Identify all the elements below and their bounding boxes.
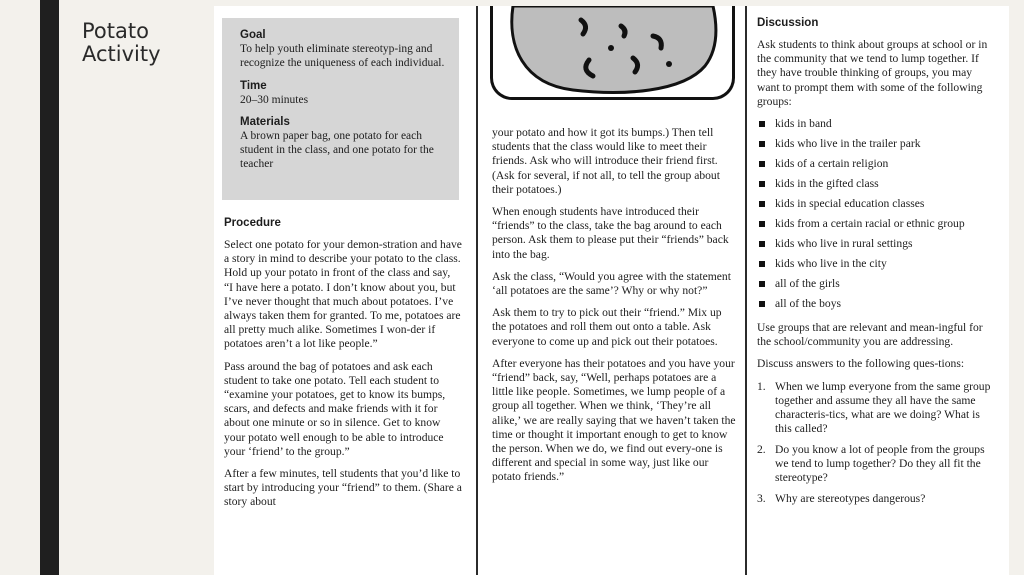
bullet-icon xyxy=(759,241,765,247)
bullet-icon xyxy=(759,161,765,167)
list-item: all of the boys xyxy=(757,297,997,311)
procedure-paragraph: Ask the class, “Would you agree with the statement ‘all potatoes are the same’? Why or why not?” xyxy=(492,269,731,298)
group-list xyxy=(757,117,997,311)
procedure-paragraph: Select one potato for your demon-stration and have a story in mind to describe your potato to the class. Hold up your potato in front of the class and say, “I have here a potato. I don’t know about you, but I’ve never thought that much about potatoes. I’ve always taken them for granted. To me, potatoes are all pretty much alike. Sometimes I won-der if potatoes aren’t a lot like people.” xyxy=(224,238,462,351)
procedure-paragraph: your potato and how it got its bumps.) Then tell students that the class would like to meet their friends. Ask who will introduce their friend first. (Ask for several, if not all, to tell the group about their potatoes.) xyxy=(492,126,720,196)
column-divider xyxy=(745,6,747,575)
column-2 xyxy=(480,6,745,575)
procedure-paragraph: After everyone has their potatoes and you have your “friend” back, say, “Well, perhaps potatoes are a little like people. Sometimes, we lump people of a group all together. When we think, ‘They’re all alike,’ we are really saying that we haven’t taken the time or thought it important enough to get to know the person. When we do, we find out every-one is different and special in some way, just like our potato friends.” xyxy=(492,356,736,484)
list-item: all of the girls xyxy=(757,277,997,291)
bullet-icon xyxy=(759,301,765,307)
materials-heading: Materials xyxy=(240,116,290,129)
time-text: 20–30 minutes xyxy=(240,93,309,106)
potato-illustration xyxy=(490,6,735,100)
question-list xyxy=(757,380,997,506)
document-scan xyxy=(214,6,1009,575)
list-item: kids who live in rural settings xyxy=(757,237,997,251)
procedure-section xyxy=(224,216,462,518)
procedure-paragraph: After a few minutes, tell students that you’d like to start by introducing your “friend” to them. (Share a story about xyxy=(224,467,462,509)
slide-title-line-1: Potato xyxy=(82,19,149,43)
list-item: kids in band xyxy=(757,117,997,131)
question-item: 2. Do you know a lot of people from the groups we tend to lump together? Do they all fit the stereotype? xyxy=(757,442,985,484)
bullet-icon xyxy=(759,181,765,187)
bullet-icon xyxy=(759,141,765,147)
goal-text: To help youth eliminate stereotyp-ing and recognize the uniqueness of each individual. xyxy=(240,43,445,69)
procedure-paragraph: Pass around the bag of potatoes and ask each student to take one potato. Tell each student to “examine your potatoes, get to know its bumps, scars, and defects and make friends with it for about one minute or so in silence. Get to know your potato well enough to be able to introduce your ‘friend’ to the group.” xyxy=(224,359,446,458)
column-divider xyxy=(476,6,478,575)
procedure-paragraph: Ask them to try to pick out their “friend.” Mix up the potatoes and roll them out onto a table. Ask everyone to come up and pick out their potatoes. xyxy=(492,306,722,348)
discussion-section xyxy=(757,16,997,513)
column-3 xyxy=(749,6,1009,575)
bullet-icon xyxy=(759,121,765,127)
bullet-icon xyxy=(759,221,765,227)
slide-title-line-2: Activity xyxy=(82,42,161,66)
discussion-heading: Discussion xyxy=(757,17,819,29)
materials-text: A brown paper bag, one potato for each student in the class, and one potato for the teacher xyxy=(240,130,434,170)
discussion-paragraph: Discuss answers to the following ques-tions: xyxy=(757,357,965,371)
question-item: 1. When we lump everyone from the same group together and assume they all have the same characteris-tics, what are we doing? What is this called? xyxy=(757,379,991,435)
procedure-paragraph: When enough students have introduced their “friends” to the class, take the bag around to each person. Ask them to please put their “friends” back into the bag. xyxy=(492,205,729,261)
column-1 xyxy=(214,6,476,575)
procedure-heading: Procedure xyxy=(224,217,281,229)
bullet-icon xyxy=(759,201,765,207)
list-item: kids who live in the trailer park xyxy=(757,137,997,151)
bullet-icon xyxy=(759,281,765,287)
left-accent-bar xyxy=(40,0,59,575)
question-item: 3. Why are stereotypes dangerous? xyxy=(757,491,926,505)
list-item: kids who live in the city xyxy=(757,257,997,271)
discussion-intro: Ask students to think about groups at school or in the community that we tend to lump together. If they have trouble thinking of groups, you may want to prompt them with some of the following groups: xyxy=(757,38,988,108)
goal-heading: Goal xyxy=(240,29,266,41)
discussion-paragraph: Use groups that are relevant and mean-ingful for the school/community you are addressing. xyxy=(757,321,983,349)
activity-info-box xyxy=(222,18,459,200)
list-item: kids in the gifted class xyxy=(757,177,997,191)
slide-title xyxy=(82,20,202,66)
potato-icon xyxy=(493,6,732,97)
bullet-icon xyxy=(759,261,765,267)
list-item: kids from a certain racial or ethnic group xyxy=(757,217,997,231)
list-item: kids of a certain religion xyxy=(757,157,997,171)
time-heading: Time xyxy=(240,79,267,92)
procedure-continued xyxy=(492,126,737,493)
list-item: kids in special education classes xyxy=(757,197,997,211)
